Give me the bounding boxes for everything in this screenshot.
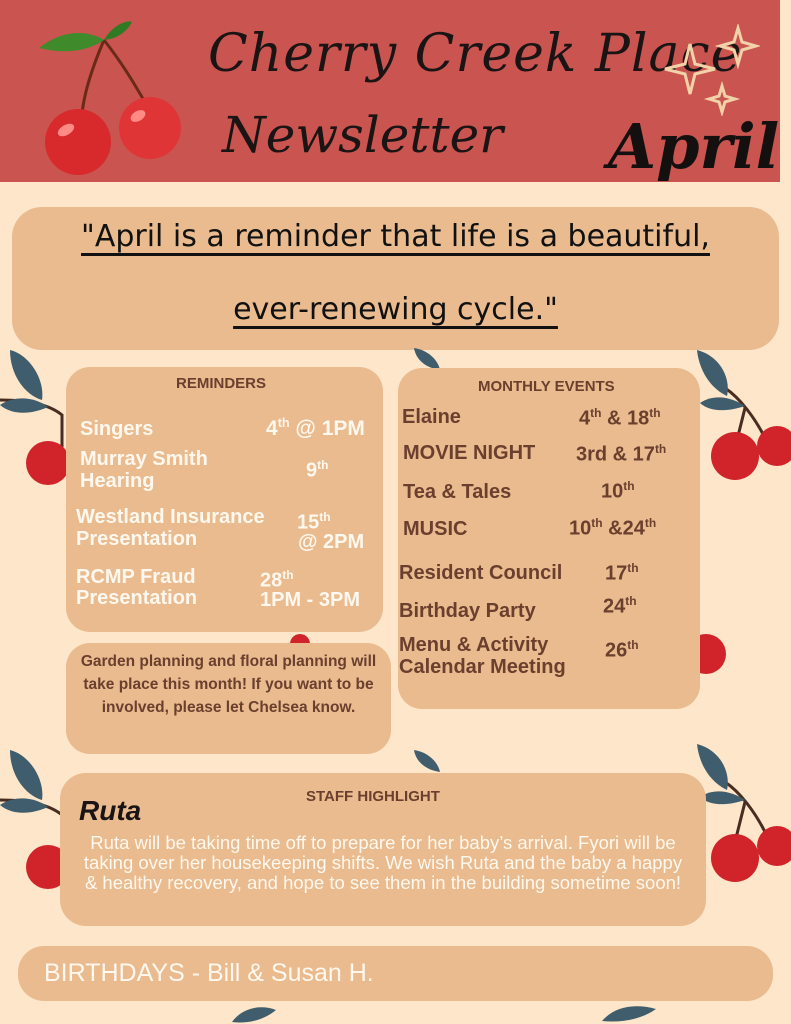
reminder-name-line2: Presentation <box>76 528 198 550</box>
event-date: 24th <box>603 594 637 618</box>
staff-name: Ruta <box>79 795 142 826</box>
event-name: Tea & Tales <box>403 481 512 503</box>
sparkle-icon <box>660 24 760 116</box>
cherry-branch-icon <box>695 348 791 483</box>
event-name: MUSIC <box>403 518 468 540</box>
event-date: 26th <box>605 638 639 662</box>
leaf-icon <box>600 1003 660 1024</box>
reminder-time: @ 2PM <box>298 531 365 553</box>
leaf-icon <box>230 1004 280 1024</box>
staff-heading: STAFF HIGHLIGHT <box>306 788 440 805</box>
reminder-name-line2: Presentation <box>76 587 198 609</box>
reminder-name: RCMP Fraud <box>76 566 196 588</box>
reminder-date: 9th <box>306 458 329 482</box>
reminder-date: 4th @ 1PM <box>266 416 365 440</box>
leaf-icon <box>410 748 444 774</box>
cherry-branch-icon <box>695 742 791 887</box>
reminder-name-line2: Hearing <box>80 470 155 492</box>
event-name: Birthday Party <box>399 600 536 622</box>
birthdays-text: BIRTHDAYS - Bill & Susan H. <box>44 959 374 987</box>
event-name: Menu & Activity <box>399 634 549 656</box>
event-date: 17th <box>605 561 639 585</box>
event-name: Elaine <box>402 406 461 428</box>
quote-panel <box>12 207 779 350</box>
reminder-date: 28th <box>260 568 294 592</box>
reminder-time: 1PM - 3PM <box>260 589 361 611</box>
cherry-branch-icon <box>0 345 75 495</box>
newsletter-title-line2: Newsletter <box>222 106 504 164</box>
event-name: MOVIE NIGHT <box>403 442 536 464</box>
garden-note: Garden planning and floral planning will take place this month! If you want to be involved, please let Chelsea know. <box>80 653 377 716</box>
event-date: 10th <box>601 479 635 503</box>
reminder-name: Westland Insurance <box>76 506 265 528</box>
reminder-name: Murray Smith <box>80 448 208 470</box>
cherry-icon <box>34 18 194 178</box>
event-date: 3rd & 17th <box>576 442 667 466</box>
month-title: April <box>608 110 780 183</box>
staff-body: Ruta will be taking time off to prepare for her baby’s arrival. Fyori will be taking over her housekeeping shifts. We wish Ruta and the baby a happy & healthy recovery, and hope to see them in the building sometime soon! <box>83 832 683 893</box>
events-heading: MONTHLY EVENTS <box>478 378 615 395</box>
event-date: 10th &24th <box>569 516 657 540</box>
event-name-line2: Calendar Meeting <box>399 656 566 678</box>
reminders-heading: REMINDERS <box>176 375 267 392</box>
reminder-date: 15th <box>297 510 331 534</box>
quote-line2: ever-renewing cycle." <box>233 292 558 327</box>
event-name: Resident Council <box>399 562 563 584</box>
event-date: 4th & 18th <box>579 406 661 430</box>
quote-line1: "April is a reminder that life is a beautiful, <box>81 219 710 254</box>
newsletter-title-line1: Cherry Creek Place <box>208 24 743 84</box>
cherry-icon <box>696 628 728 680</box>
reminder-name: Singers <box>80 418 154 440</box>
cherry-icon <box>280 630 320 644</box>
